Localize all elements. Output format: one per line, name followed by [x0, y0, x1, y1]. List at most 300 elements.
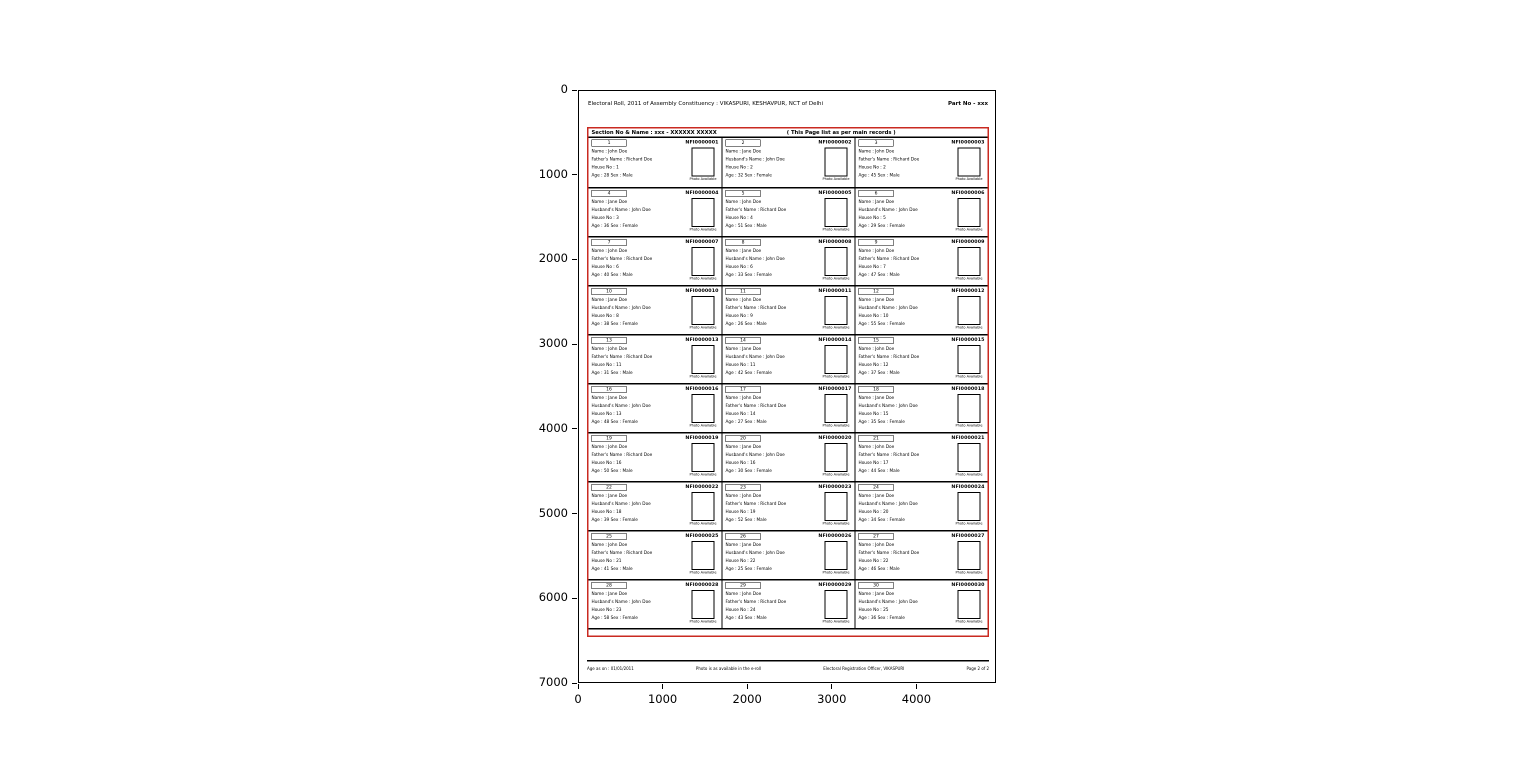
card-body [726, 198, 852, 232]
detail-name: Name : Jane Doe [591, 493, 628, 499]
detail-house: House No : 11 [725, 362, 756, 368]
detail-relation: Father's Name : Richard Doe [858, 550, 920, 556]
serial-number-box: 27 [859, 533, 894, 540]
voter-details [592, 148, 653, 182]
voter-details [592, 541, 653, 575]
card-body [859, 541, 985, 575]
detail-relation: Father's Name : Richard Doe [591, 157, 653, 163]
voter-details [859, 296, 918, 330]
serial-number-box: 21 [859, 435, 894, 442]
epic-number: NFI0000017 [818, 386, 852, 392]
photo-area [956, 198, 983, 232]
voter-card [855, 138, 988, 187]
epic-number: NFI0000008 [818, 239, 852, 245]
photo-caption: Photo Available [955, 374, 983, 379]
card-row [589, 432, 988, 481]
detail-house: House No : 21 [591, 558, 622, 564]
card-body [592, 148, 719, 182]
x-tick-label: 2000 [732, 692, 762, 706]
serial-number-box: 2 [726, 140, 761, 147]
card-header [592, 533, 719, 540]
serial-number-box: 18 [859, 386, 894, 393]
voter-details [592, 443, 653, 477]
voter-card [589, 336, 722, 384]
detail-age_sex: Age : 32 Sex : Female [725, 173, 772, 179]
epic-number: NFI0000013 [685, 337, 719, 343]
detail-age_sex: Age : 51 Sex : Male [725, 223, 767, 229]
y-tick-label: 2000 [538, 251, 568, 266]
detail-age_sex: Age : 46 Sex : Male [858, 566, 900, 572]
detail-house: House No : 17 [858, 460, 889, 466]
detail-name: Name : Jane Doe [858, 395, 895, 401]
document-title: Electoral Roll, 2011 of Assembly Constituency : VIKASPURI, KESHAVPUR, NCT of Delhi [588, 100, 824, 107]
photo-area [690, 492, 717, 526]
detail-house: House No : 1 [591, 165, 619, 171]
photo-box [958, 345, 981, 374]
epic-number: NFI0000022 [685, 484, 719, 490]
photo-box [692, 296, 715, 325]
card-body [592, 541, 719, 575]
detail-relation: Father's Name : Richard Doe [725, 599, 787, 605]
serial-number-box: 3 [859, 140, 894, 147]
detail-house: House No : 7 [858, 264, 886, 270]
photo-box [692, 148, 715, 177]
epic-number: NFI0000023 [818, 484, 852, 490]
epic-number: NFI0000010 [685, 288, 719, 294]
photo-area [823, 541, 850, 575]
y-tick-mark [572, 344, 577, 345]
detail-relation: Father's Name : Richard Doe [725, 403, 787, 409]
y-tick-mark [572, 90, 577, 91]
detail-house: House No : 12 [858, 362, 889, 368]
detail-relation: Father's Name : Richard Doe [725, 501, 787, 507]
detail-age_sex: Age : 36 Sex : Female [591, 223, 638, 229]
epic-number: NFI0000009 [951, 239, 985, 245]
serial-number-box: 16 [592, 386, 627, 393]
detail-age_sex: Age : 29 Sex : Female [858, 223, 905, 229]
voter-details [726, 492, 787, 526]
photo-area [956, 492, 983, 526]
voter-details [592, 296, 651, 330]
footer-page-number: Page 2 of 2 [966, 666, 989, 671]
card-body [592, 296, 719, 330]
photo-area [823, 345, 850, 379]
photo-caption: Photo Available [689, 374, 717, 379]
detail-relation: Father's Name : Richard Doe [858, 452, 920, 458]
serial-number-box: 9 [859, 239, 894, 246]
voter-details [592, 345, 653, 379]
detail-relation: Father's Name : Richard Doe [858, 354, 920, 360]
voter-details [726, 296, 787, 330]
x-tick-label: 4000 [901, 692, 932, 706]
photo-caption: Photo Available [822, 423, 850, 428]
photo-caption: Photo Available [955, 276, 983, 281]
card-header [592, 190, 719, 197]
detail-relation: Husband's Name : John Doe [725, 452, 785, 458]
serial-number-box: 28 [592, 582, 627, 589]
epic-number: NFI0000014 [818, 337, 852, 343]
y-tick-label: 7000 [538, 675, 568, 689]
photo-area [823, 394, 850, 428]
epic-number: NFI0000003 [951, 139, 985, 145]
photo-box [692, 541, 715, 570]
card-body [859, 247, 985, 281]
detail-age_sex: Age : 31 Sex : Male [591, 370, 633, 376]
voter-card [722, 138, 855, 187]
epic-number: NFI0000006 [951, 190, 985, 196]
photo-caption: Photo Available [689, 276, 717, 281]
detail-age_sex: Age : 40 Sex : Male [591, 272, 633, 278]
card-header [592, 484, 719, 491]
epic-number: NFI0000025 [685, 533, 719, 539]
detail-age_sex: Age : 44 Sex : Male [858, 468, 900, 474]
voter-details [726, 148, 785, 182]
detail-age_sex: Age : 25 Sex : Female [725, 566, 772, 572]
detail-relation: Father's Name : Richard Doe [725, 305, 787, 311]
detail-relation: Husband's Name : John Doe [591, 207, 651, 213]
detail-name: Name : Jane Doe [725, 248, 762, 254]
detail-name: Name : Jane Doe [858, 493, 895, 499]
footer-issuer: Electoral Registration Officer, VIKASPURI [823, 666, 905, 671]
photo-caption: Photo Available [822, 570, 850, 575]
detail-name: Name : John Doe [591, 444, 628, 450]
voter-details [859, 394, 918, 428]
detail-house: House No : 5 [858, 215, 886, 221]
detail-house: House No : 16 [725, 460, 756, 466]
voter-details [726, 541, 785, 575]
voter-card [855, 189, 988, 237]
card-row [589, 481, 988, 530]
detail-age_sex: Age : 55 Sex : Female [858, 321, 905, 327]
voter-details [859, 198, 918, 232]
highlighted-section-box [587, 127, 989, 637]
voter-details [726, 247, 785, 281]
photo-caption: Photo Available [955, 227, 983, 232]
detail-house: House No : 20 [858, 509, 889, 515]
detail-house: House No : 25 [858, 607, 889, 613]
detail-relation: Father's Name : Richard Doe [591, 452, 653, 458]
card-row [589, 530, 988, 579]
detail-house: House No : 11 [591, 362, 622, 368]
detail-house: House No : 18 [591, 509, 622, 515]
photo-caption: Photo Available [955, 325, 983, 330]
y-tick-mark [572, 428, 577, 429]
card-body [726, 492, 852, 526]
detail-house: House No : 10 [858, 313, 889, 319]
voter-details [592, 198, 651, 232]
card-header [859, 484, 985, 491]
photo-caption: Photo Available [955, 177, 983, 181]
serial-number-box: 5 [726, 190, 761, 197]
detail-age_sex: Age : 26 Sex : Male [725, 321, 767, 327]
voter-card [589, 581, 722, 629]
card-header [592, 582, 719, 589]
voter-details [859, 590, 918, 624]
voter-card [589, 434, 722, 482]
detail-relation: Husband's Name : John Doe [858, 599, 918, 605]
detail-house: House No : 9 [725, 313, 753, 319]
voter-details [592, 394, 651, 428]
card-row [589, 579, 988, 628]
voter-card [722, 483, 855, 531]
detail-age_sex: Age : 42 Sex : Female [725, 370, 772, 376]
photo-box [958, 492, 981, 521]
detail-age_sex: Age : 39 Sex : Female [591, 517, 638, 523]
epic-number: NFI0000004 [685, 190, 719, 196]
photo-area [956, 443, 983, 477]
detail-relation: Father's Name : Richard Doe [591, 550, 653, 556]
photo-box [958, 443, 981, 472]
photo-area [823, 590, 850, 624]
photo-area [956, 541, 983, 575]
voter-details [726, 345, 785, 379]
detail-name: Name : John Doe [858, 346, 895, 352]
photo-area [823, 492, 850, 526]
photo-area [823, 296, 850, 330]
voter-card [855, 287, 988, 335]
detail-relation: Husband's Name : John Doe [858, 207, 918, 213]
serial-number-box: 15 [859, 337, 894, 344]
detail-relation: Husband's Name : John Doe [858, 501, 918, 507]
card-header [592, 386, 719, 393]
card-body [592, 247, 719, 281]
photo-caption: Photo Available [689, 472, 717, 477]
voter-card [589, 138, 722, 187]
card-body [859, 590, 985, 624]
voter-card [722, 532, 855, 580]
voter-card [722, 434, 855, 482]
photo-area [690, 296, 717, 330]
page-footer [587, 667, 989, 672]
photo-box [692, 247, 715, 276]
card-header [726, 288, 852, 295]
card-body [859, 296, 985, 330]
card-header [859, 239, 985, 246]
photo-area [956, 590, 983, 624]
serial-number-box: 6 [859, 190, 894, 197]
voter-details [726, 198, 787, 232]
epic-number: NFI0000007 [685, 239, 719, 245]
serial-number-box: 7 [592, 239, 627, 246]
voter-card [855, 385, 988, 433]
photo-caption: Photo Available [689, 570, 717, 575]
detail-name: Name : Jane Doe [725, 346, 762, 352]
photo-box [825, 492, 848, 521]
y-tick-label: 1000 [538, 166, 568, 181]
detail-age_sex: Age : 36 Sex : Female [858, 615, 905, 621]
detail-relation: Husband's Name : John Doe [591, 501, 651, 507]
detail-relation: Father's Name : Richard Doe [591, 354, 653, 360]
detail-relation: Husband's Name : John Doe [858, 403, 918, 409]
card-header [859, 386, 985, 393]
photo-area [823, 148, 850, 182]
card-row [589, 285, 988, 334]
x-tick-label: 3000 [817, 692, 847, 706]
photo-caption: Photo Available [822, 472, 850, 477]
detail-relation: Husband's Name : John Doe [725, 354, 785, 360]
card-header [859, 533, 985, 540]
detail-age_sex: Age : 47 Sex : Male [858, 272, 900, 278]
serial-number-box: 30 [859, 582, 894, 589]
serial-number-box: 11 [726, 288, 761, 295]
epic-number: NFI0000012 [951, 288, 985, 294]
photo-caption: Photo Available [689, 227, 717, 232]
detail-age_sex: Age : 30 Sex : Female [725, 468, 772, 474]
card-body [592, 443, 719, 477]
photo-caption: Photo Available [689, 619, 717, 624]
y-tick-mark [572, 683, 577, 684]
serial-number-box: 25 [592, 533, 627, 540]
detail-name: Name : John Doe [591, 542, 628, 548]
photo-area [956, 345, 983, 379]
footer-age-note: Age as on : 01/01/2011 [587, 666, 634, 671]
detail-name: Name : John Doe [725, 591, 762, 597]
photo-caption: Photo Available [822, 521, 850, 526]
epic-number: NFI0000001 [685, 139, 719, 145]
detail-name: Name : Jane Doe [725, 149, 762, 154]
detail-age_sex: Age : 33 Sex : Female [725, 272, 772, 278]
detail-age_sex: Age : 38 Sex : Female [591, 321, 638, 327]
photo-caption: Photo Available [955, 521, 983, 526]
epic-number: NFI0000015 [951, 337, 985, 343]
detail-name: Name : Jane Doe [591, 199, 628, 205]
detail-name: Name : Jane Doe [725, 542, 762, 548]
card-header [592, 140, 719, 147]
detail-house: House No : 19 [725, 509, 756, 515]
detail-relation: Father's Name : Richard Doe [858, 256, 920, 262]
photo-area [823, 443, 850, 477]
photo-box [958, 394, 981, 423]
detail-relation: Father's Name : Richard Doe [858, 157, 920, 163]
footer-photo-note: Photo is as available in the e-roll [695, 666, 762, 671]
serial-number-box: 19 [592, 435, 627, 442]
detail-house: House No : 13 [591, 411, 622, 417]
detail-age_sex: Age : 34 Sex : Female [858, 517, 905, 523]
photo-area [690, 198, 717, 232]
voter-card [722, 287, 855, 335]
photo-caption: Photo Available [689, 423, 717, 428]
detail-house: House No : 23 [591, 607, 622, 613]
epic-number: NFI0000020 [818, 435, 852, 441]
detail-age_sex: Age : 58 Sex : Female [591, 615, 638, 621]
card-header [726, 337, 852, 344]
detail-age_sex: Age : 52 Sex : Male [725, 517, 767, 523]
voter-card [589, 532, 722, 580]
detail-relation: Husband's Name : John Doe [725, 550, 785, 556]
x-tick-mark [747, 684, 748, 689]
voter-details [859, 443, 920, 477]
card-header [726, 140, 852, 147]
card-body [859, 443, 985, 477]
serial-number-box: 24 [859, 484, 894, 491]
detail-age_sex: Age : 50 Sex : Male [591, 468, 633, 474]
y-tick-mark [572, 174, 577, 175]
card-body [592, 590, 719, 624]
voter-card [855, 532, 988, 580]
card-body [859, 345, 985, 379]
detail-relation: Husband's Name : John Doe [591, 305, 651, 311]
detail-house: House No : 16 [591, 460, 622, 466]
voter-details [859, 541, 920, 575]
voter-details [859, 148, 920, 182]
voter-details [859, 492, 918, 526]
card-body [859, 198, 985, 232]
card-row [589, 334, 988, 383]
detail-age_sex: Age : 35 Sex : Female [858, 419, 905, 425]
photo-caption: Photo Available [822, 619, 850, 624]
detail-house: House No : 24 [725, 607, 756, 613]
card-body [726, 394, 852, 428]
card-body [859, 148, 985, 182]
epic-number: NFI0000011 [818, 288, 852, 294]
detail-age_sex: Age : 28 Sex : Male [591, 173, 633, 179]
detail-age_sex: Age : 37 Sex : Male [858, 370, 900, 376]
card-body [726, 443, 852, 477]
detail-age_sex: Age : 48 Sex : Female [591, 419, 638, 425]
voter-details [726, 394, 787, 428]
detail-age_sex: Age : 43 Sex : Male [725, 615, 767, 621]
photo-box [958, 541, 981, 570]
detail-name: Name : Jane Doe [858, 297, 895, 303]
detail-name: Name : John Doe [725, 297, 762, 303]
epic-number: NFI0000027 [951, 533, 985, 539]
epic-number: NFI0000019 [685, 435, 719, 441]
detail-relation: Father's Name : Richard Doe [725, 207, 787, 213]
card-body [726, 148, 852, 182]
voter-details [859, 247, 920, 281]
voter-card [855, 483, 988, 531]
detail-name: Name : Jane Doe [725, 444, 762, 450]
card-body [726, 541, 852, 575]
card-body [726, 345, 852, 379]
serial-number-box: 12 [859, 288, 894, 295]
photo-area [823, 247, 850, 281]
y-tick-mark [572, 513, 577, 514]
photo-caption: Photo Available [955, 619, 983, 624]
photo-box [825, 443, 848, 472]
serial-number-box: 8 [726, 239, 761, 246]
photo-area [690, 148, 717, 182]
card-header [859, 435, 985, 442]
photo-area [823, 198, 850, 232]
epic-number: NFI0000002 [818, 139, 852, 145]
card-row [589, 236, 988, 285]
x-tick-mark [578, 684, 579, 689]
detail-relation: Husband's Name : John Doe [858, 305, 918, 311]
photo-caption: Photo Available [822, 325, 850, 330]
photo-area [956, 296, 983, 330]
photo-box [958, 247, 981, 276]
card-header [726, 484, 852, 491]
x-tick-mark [662, 684, 663, 689]
y-tick-mark [572, 259, 577, 260]
detail-name: Name : John Doe [725, 493, 762, 499]
card-header [859, 582, 985, 589]
card-header [592, 337, 719, 344]
detail-house: House No : 14 [725, 411, 756, 417]
x-tick-label: 1000 [647, 692, 678, 706]
card-row [589, 138, 988, 187]
detail-name: Name : John Doe [725, 395, 762, 401]
card-header [592, 239, 719, 246]
photo-caption: Photo Available [689, 177, 717, 181]
detail-house: House No : 22 [858, 558, 889, 564]
card-body [726, 296, 852, 330]
card-body [859, 394, 985, 428]
photo-area [956, 148, 983, 182]
plot-frame [578, 90, 996, 683]
epic-number: NFI0000024 [951, 484, 985, 490]
